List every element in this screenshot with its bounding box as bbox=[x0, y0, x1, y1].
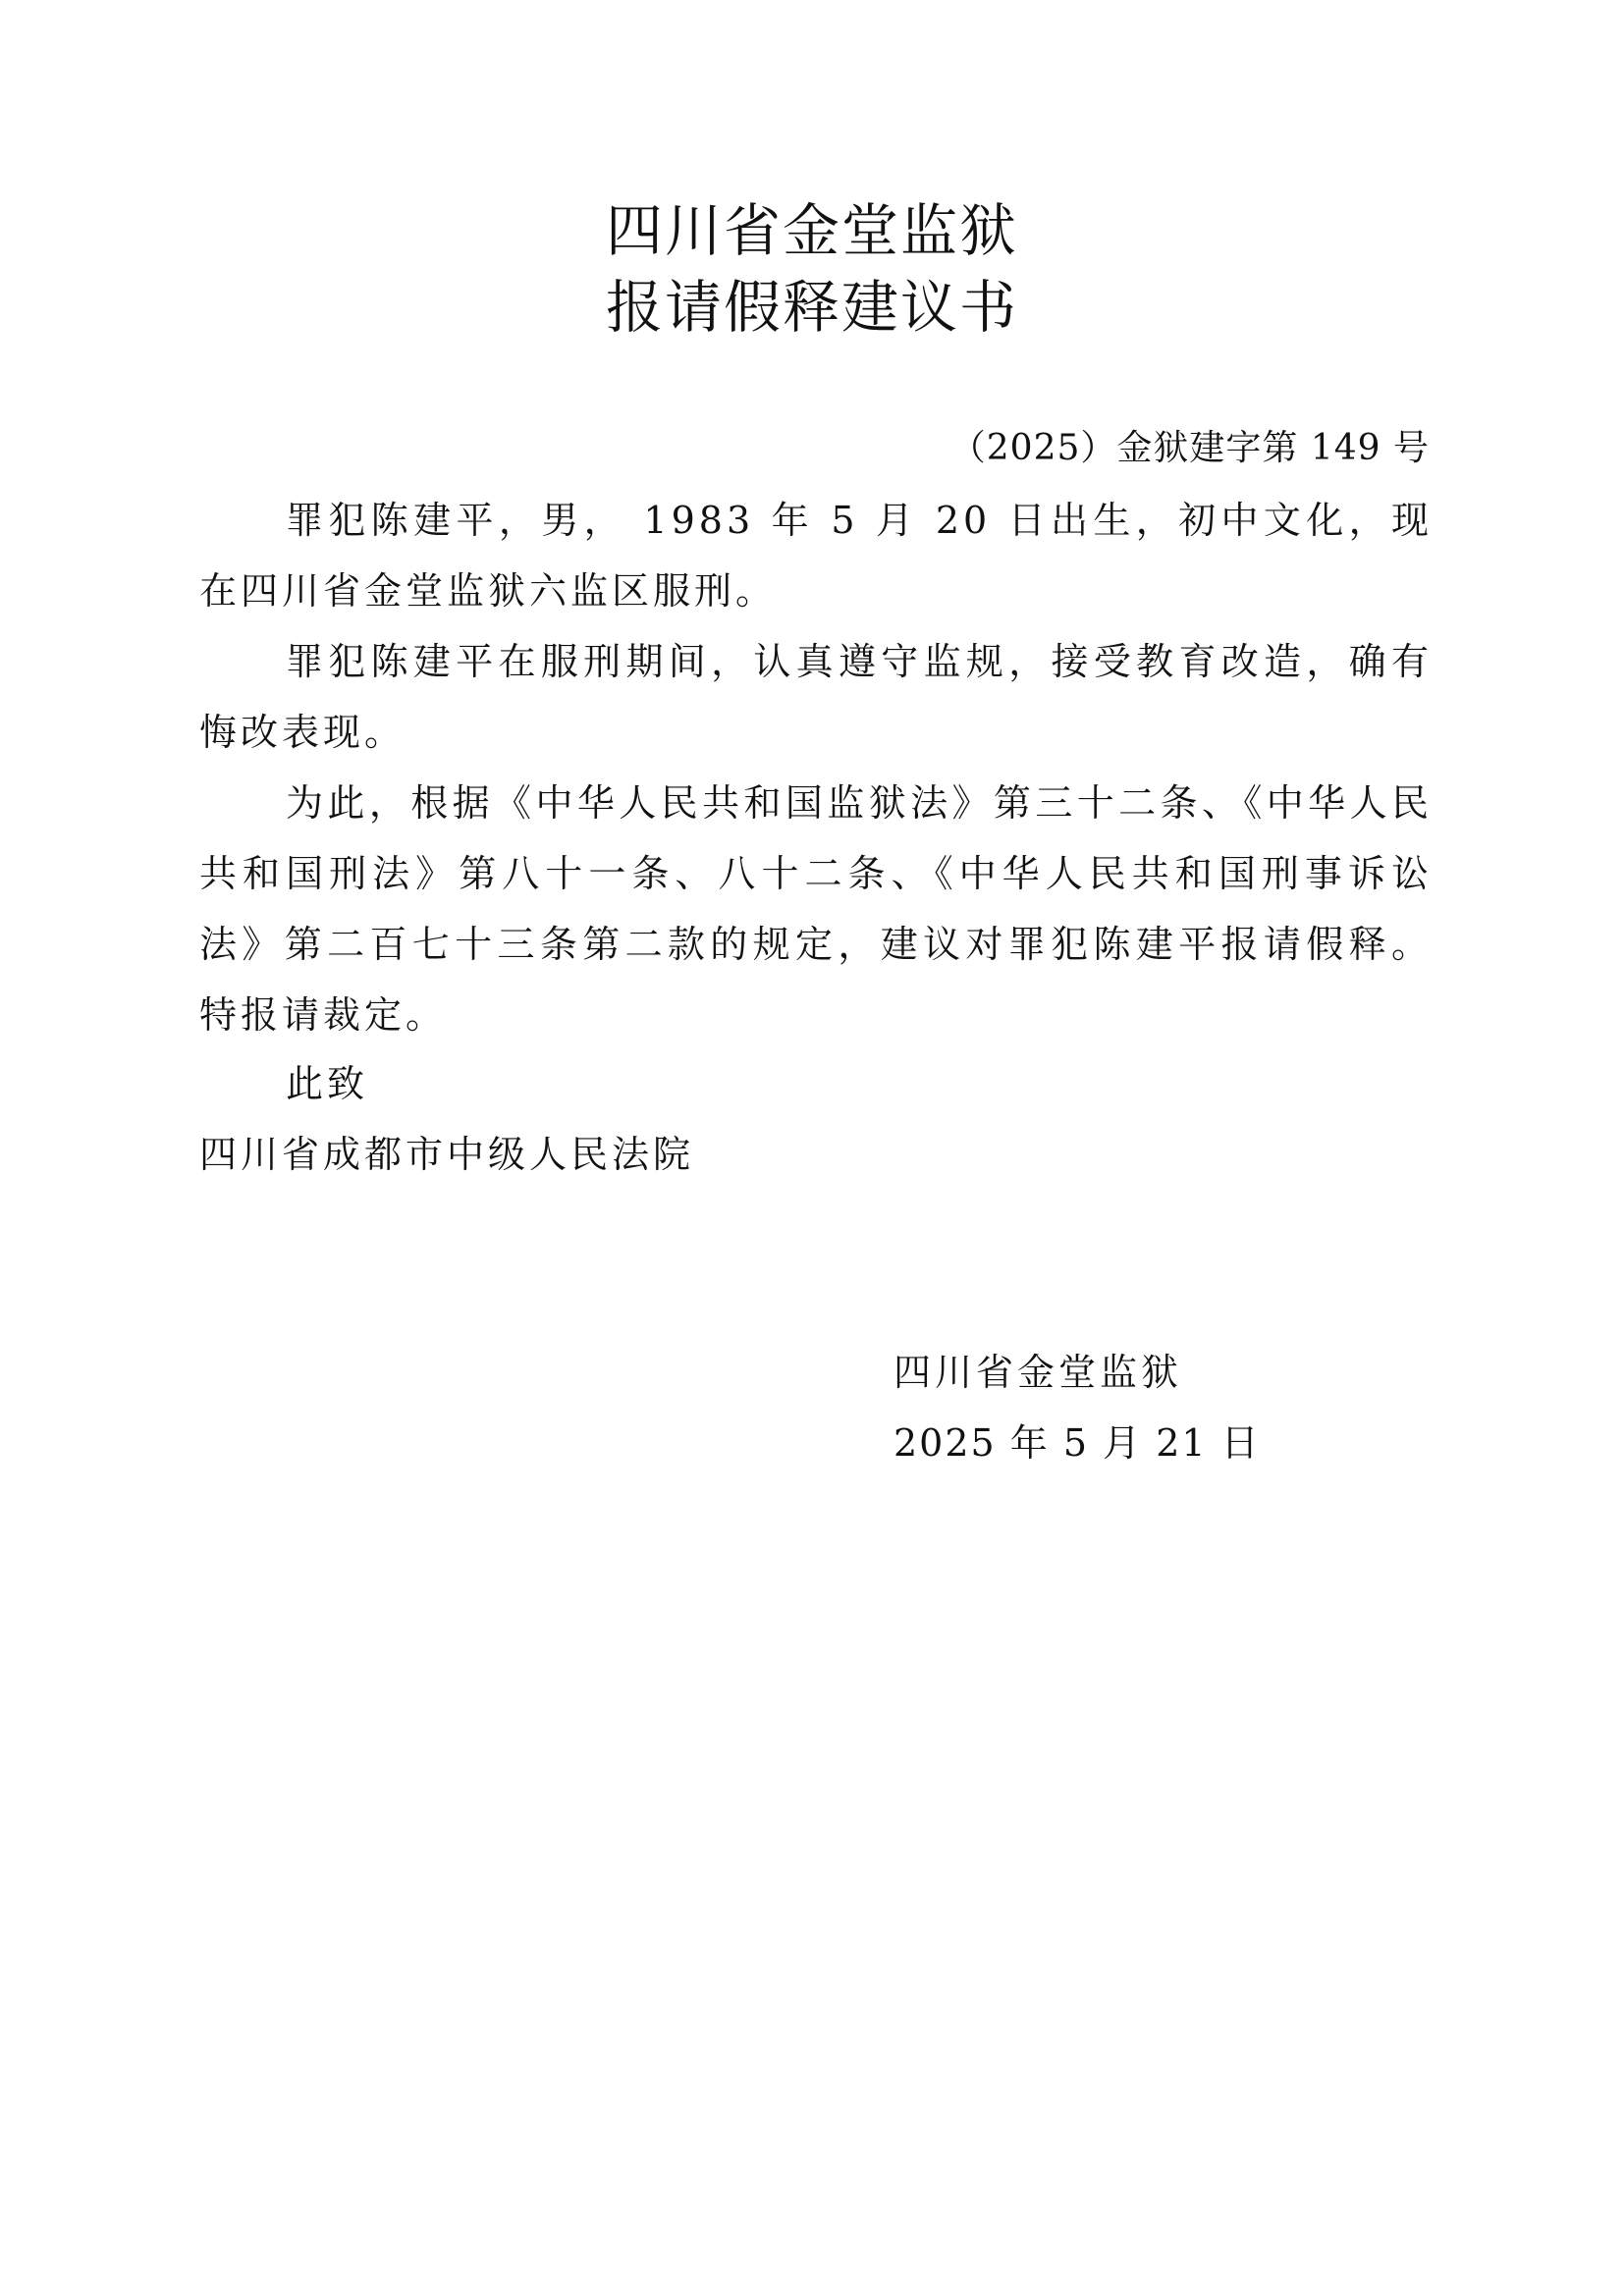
signature-date: 2025 年 5 月 21 日 bbox=[893, 1421, 1261, 1465]
paragraph-1-block bbox=[199, 485, 1433, 626]
paragraph-3-block bbox=[199, 768, 1433, 1050]
document-title-line1: 四川省金堂监狱 bbox=[605, 197, 1018, 264]
paragraph-2-block bbox=[199, 626, 1433, 768]
document-number: （2025）金狱建字第 149 号 bbox=[949, 428, 1430, 468]
paragraph-2: 罪犯陈建平在服刑期间，认真遵守监规，接受教育改造，确有悔改表现。 bbox=[199, 640, 1433, 754]
signature-organization: 四川省金堂监狱 bbox=[893, 1351, 1183, 1394]
paragraph-1: 罪犯陈建平，男， 1983 年 5 月 20 日出生，初中文化，现在四川省金堂监狱六监区服刑。 bbox=[199, 499, 1433, 613]
addressee: 四川省成都市中级人民法院 bbox=[199, 1133, 695, 1176]
paragraph-3: 为此，根据《中华人民共和国监狱法》第三十二条、《中华人民共和国刑法》第八十一条、八十二条、《中华人民共和国刑事诉讼法》第二百七十三条第二款的规定，建议对罪犯陈建平报请假释。特报请裁定。 bbox=[199, 781, 1433, 1037]
document-title-line2: 报请假释建议书 bbox=[605, 274, 1018, 341]
salutation: 此致 bbox=[286, 1062, 369, 1105]
